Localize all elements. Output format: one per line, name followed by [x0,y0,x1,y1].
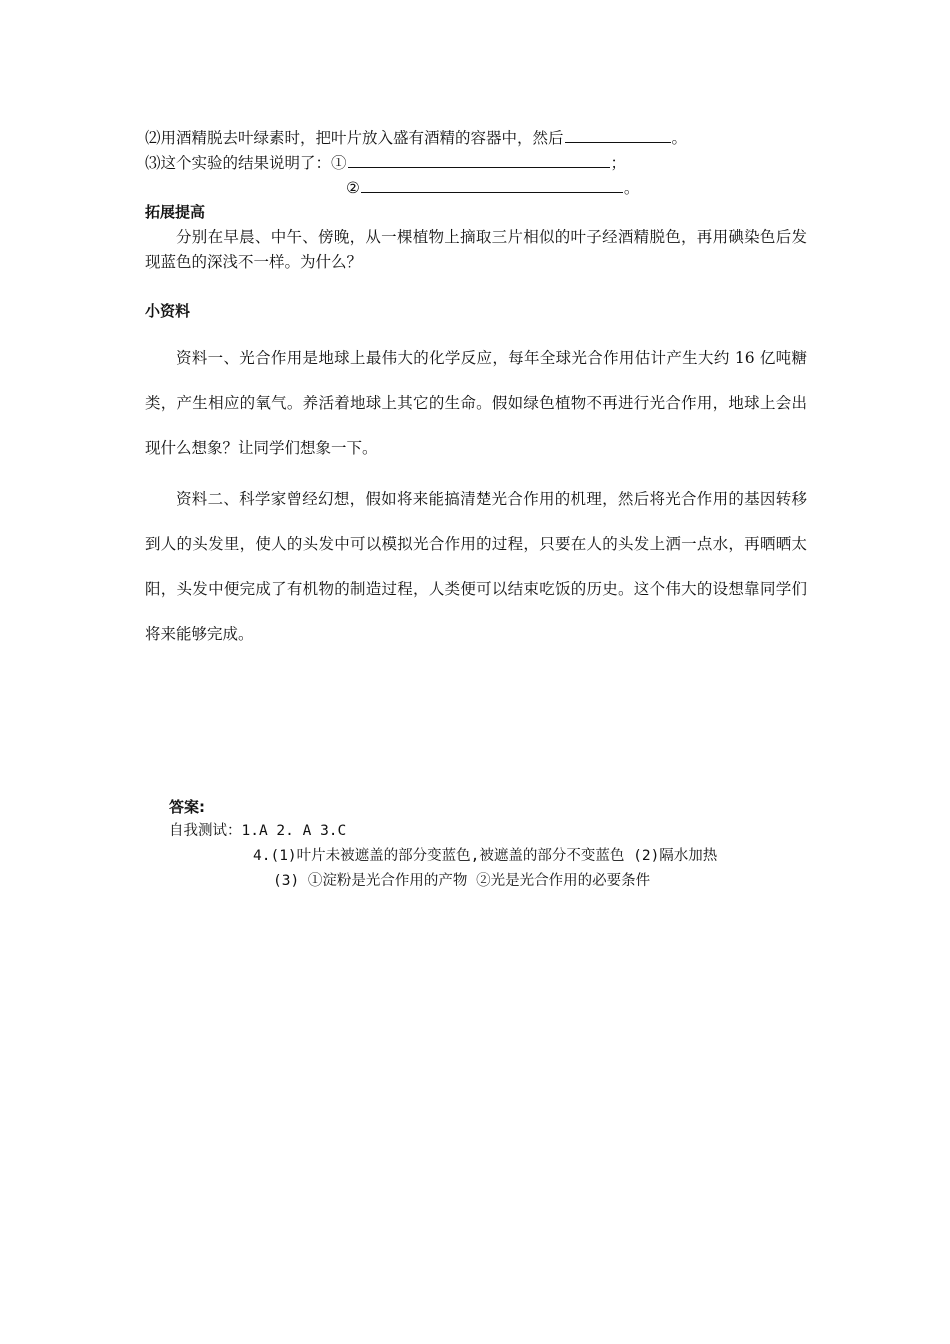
extension-body: 分别在早晨、中午、傍晚，从一棵植物上摘取三片相似的叶子经酒精脱色，再用碘染色后发现蓝色的深浅不一样。为什么？ [145,228,807,271]
answers-line-1: 自我测试：1.A 2. A 3.C [169,823,347,839]
question-3-second [346,178,639,198]
extension-heading: 拓展提高 [145,203,206,221]
question-2-end: 。 [671,129,688,147]
question-3-end1: ； [610,154,627,172]
question-3 [145,153,626,173]
material-heading: 小资料 [145,302,191,320]
material-paragraph-1: 资料一、光合作用是地球上最伟大的化学反应，每年全球光合作用估计产生大约 16 亿吨糖类，产生相应的氧气。养活着地球上其它的生命。假如绿色植物不再进行光合作用，地球上会出现什么想象？让同学们想象一下。 [145,349,807,457]
answers-heading: 答案: [169,798,205,816]
question-3-text: ⑶这个实验的结果说明了：① [145,154,347,172]
circle-two: ② [346,179,360,197]
question-2 [145,128,687,148]
answers-line-2: 4.(1)叶片未被遮盖的部分变蓝色,被遮盖的部分不变蓝色 (2)隔水加热 [253,848,718,864]
answer-blank[interactable] [348,153,610,168]
answer-blank[interactable] [565,128,671,143]
material-paragraph-2: 资料二、科学家曾经幻想，假如将来能搞清楚光合作用的机理，然后将光合作用的基因转移到人的头发里，使人的头发中可以模拟光合作用的过程，只要在人的头发上洒一点水，再晒晒太阳，头发中便完成了有机物的制造过程，人类便可以结束吃饭的历史。这个伟大的设想靠同学们将来能够完成。 [145,490,807,643]
answer-blank[interactable] [361,178,623,193]
answers-line-3: (3) ①淀粉是光合作用的产物 ②光是光合作用的必要条件 [273,873,651,889]
question-2-text: ⑵用酒精脱去叶绿素时，把叶片放入盛有酒精的容器中，然后 [145,129,564,147]
question-3-end2: 。 [623,179,640,197]
